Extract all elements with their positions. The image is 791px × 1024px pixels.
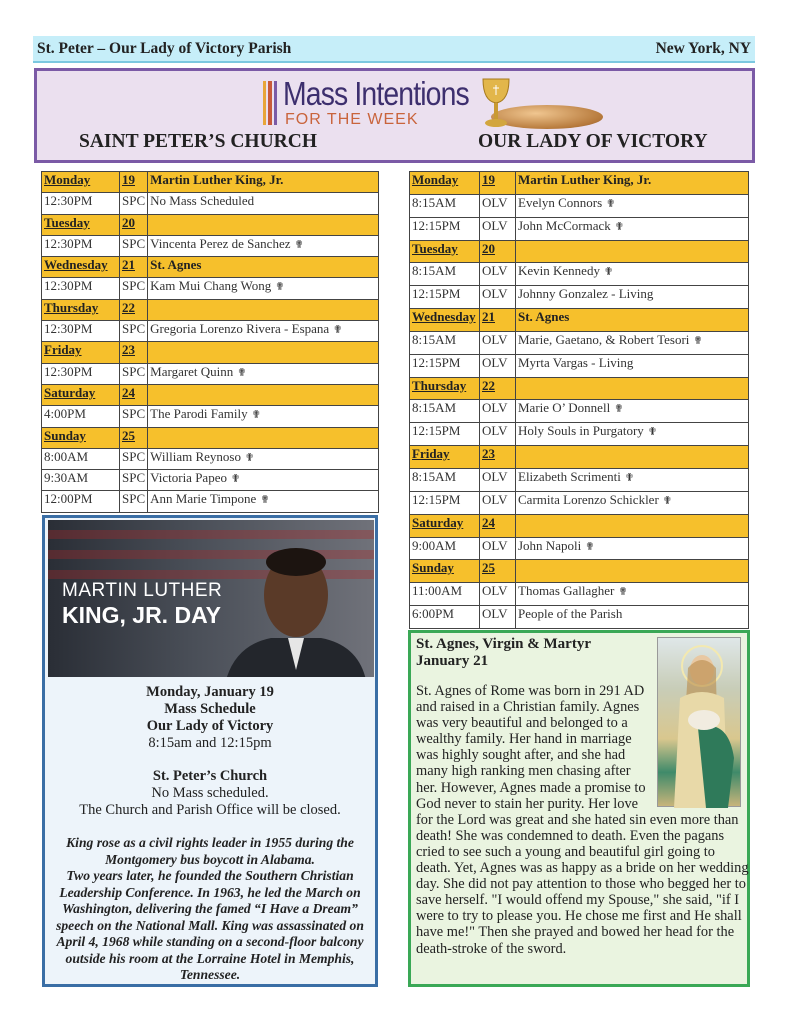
mass-schedule-label: Mass Schedule: [164, 701, 256, 717]
cross-icon: ✟: [647, 426, 658, 439]
mass-church: [480, 491, 516, 514]
mass-intention-text: John Napoli: [518, 537, 582, 553]
mass-row: [42, 193, 379, 214]
day-name: Monday: [42, 172, 120, 193]
mass-church-text: OLV: [482, 423, 508, 439]
mass-church-text: SPC: [122, 278, 146, 294]
mlk-day-notice: [42, 515, 378, 987]
mass-row: [410, 468, 749, 491]
mass-church-text: OLV: [482, 217, 508, 233]
day-name: Monday: [410, 172, 480, 195]
cross-icon: ✟: [260, 494, 270, 507]
cross-icon: ✟: [333, 324, 343, 337]
mass-church: [120, 321, 148, 342]
mass-time: [42, 470, 120, 491]
mass-intention: [516, 423, 749, 446]
mass-church: [480, 537, 516, 560]
mlk-image-title-line2: KING, JR. DAY: [62, 602, 221, 628]
mass-intentions-logo: [263, 77, 643, 133]
feast-name: [148, 342, 379, 363]
mass-time-text: 12:30PM: [44, 193, 93, 209]
day-name: Thursday: [410, 377, 480, 400]
mass-time: [42, 235, 120, 256]
logo-subtitle: FOR THE WEEK: [285, 111, 419, 128]
mass-church: [120, 278, 148, 299]
mass-intention: [516, 263, 749, 286]
cross-icon: ✟: [614, 220, 625, 233]
mass-time-text: 11:00AM: [412, 583, 463, 599]
mass-church-text: OLV: [482, 286, 508, 302]
mass-church: [480, 194, 516, 217]
mass-row: [410, 423, 749, 446]
mass-church: [120, 448, 148, 469]
feast-name: [516, 240, 749, 263]
day-date: 25: [120, 427, 148, 448]
day-name: Sunday: [42, 427, 120, 448]
day-date: 19: [120, 172, 148, 193]
mass-row: [42, 235, 379, 256]
mass-time: [410, 537, 480, 560]
feast-name: [148, 299, 379, 320]
logo-title: Mass Intentions: [283, 75, 469, 112]
parish-location: New York, NY: [655, 39, 751, 57]
mass-time: [410, 331, 480, 354]
day-name: Wednesday: [42, 257, 120, 278]
day-header-row: [42, 299, 379, 320]
mass-intention-text: Johnny Gonzalez - Living: [518, 286, 654, 302]
our-lady-of-victory-heading: OUR LADY OF VICTORY: [478, 131, 708, 152]
cross-icon: ✟: [585, 540, 595, 553]
cross-icon: ✟: [618, 586, 628, 599]
day-date: 22: [120, 299, 148, 320]
mass-row: [42, 278, 379, 299]
mass-time: [42, 448, 120, 469]
mass-time: [410, 286, 480, 309]
mass-intention: [516, 354, 749, 377]
mass-time: [410, 491, 480, 514]
mass-intention: [148, 321, 379, 342]
mass-intention: [148, 235, 379, 256]
mass-church: [120, 235, 148, 256]
mass-intention-text: Margaret Quinn: [150, 363, 234, 379]
mass-church-text: OLV: [482, 400, 508, 416]
mass-time-text: 12:30PM: [44, 363, 93, 379]
mass-time-text: 8:15AM: [412, 194, 457, 210]
mass-intention-text: No Mass Scheduled: [150, 193, 255, 209]
mass-intention-text: Myrta Vargas - Living: [518, 354, 634, 370]
mass-time: [410, 468, 480, 491]
feast-name: [516, 446, 749, 469]
mass-time: [42, 491, 120, 512]
mlk-day-image: [48, 520, 374, 677]
day-name: Sunday: [410, 560, 480, 583]
mass-row: [42, 406, 379, 427]
cross-icon: ✟: [251, 409, 261, 422]
mass-intention-text: People of the Parish: [518, 606, 623, 622]
day-header-row: [42, 342, 379, 363]
day-name: Tuesday: [42, 214, 120, 235]
feast-name: [516, 560, 749, 583]
mass-row: [42, 448, 379, 469]
day-date: 20: [120, 214, 148, 235]
day-header-row: [410, 560, 749, 583]
mass-church: [480, 331, 516, 354]
mass-church-text: SPC: [122, 448, 146, 464]
feast-name: [148, 214, 379, 235]
mass-church: [480, 286, 516, 309]
mass-church: [480, 583, 516, 606]
cross-icon: ✟: [693, 334, 703, 347]
mass-time: [410, 217, 480, 240]
mass-intention: [148, 193, 379, 214]
mass-time-text: 9:00AM: [412, 537, 457, 553]
st-agnes-date: January 21: [416, 653, 489, 669]
mass-intention-text: Victoria Papeo: [150, 470, 227, 486]
olv-times: 8:15am and 12:15pm: [148, 735, 272, 751]
office-closed-note: The Church and Parish Office will be closed.: [79, 802, 341, 818]
mass-church: [480, 423, 516, 446]
mlk-bio-2: Two years later, he founded the Southern Christian Leadership Conference. In 1963, he led the March on Washington, delivering the famed “I Have a Dream” speech on the National Mall. King was assassinated on April 4, 1968 while standing on a second-floor balcony outside his room at the Lorraine Hotel in Memphis, Tennessee.: [56, 868, 364, 982]
mlk-date: Monday, January 19: [146, 684, 274, 700]
day-name: Tuesday: [410, 240, 480, 263]
mass-intention-text: Vincenta Perez de Sanchez: [150, 235, 291, 251]
mass-intention-text: Gregoria Lorenzo Rivera - Espana: [150, 321, 330, 337]
mlk-bio-1: King rose as a civil rights leader in 1955 during the Montgomery bus boycott in Alabama.: [66, 835, 354, 867]
mass-intention-text: William Reynoso: [150, 448, 241, 464]
mass-row: [410, 537, 749, 560]
mlk-notice-text: [51, 684, 369, 984]
mass-time: [410, 400, 480, 423]
cross-icon: ✟: [230, 473, 241, 486]
feast-name: [148, 427, 379, 448]
mass-row: [410, 491, 749, 514]
mass-church: [480, 263, 516, 286]
mass-time-text: 8:15AM: [412, 400, 457, 416]
mass-time-text: 12:15PM: [412, 354, 461, 370]
mass-intention: [148, 406, 379, 427]
mass-intention-text: Elizabeth Scrimenti: [518, 468, 621, 484]
mass-time-text: 6:00PM: [412, 606, 454, 622]
day-name: Thursday: [42, 299, 120, 320]
cross-icon: ✟: [244, 451, 255, 464]
mass-intentions-banner: [34, 68, 755, 163]
mlk-portrait: [226, 540, 366, 677]
mass-time: [42, 363, 120, 384]
mass-time: [410, 194, 480, 217]
cross-icon: ✟: [237, 366, 247, 379]
mass-intention: [148, 491, 379, 512]
feast-name: Martin Luther King, Jr.: [148, 172, 379, 193]
mass-intention: [516, 217, 749, 240]
mass-intention-text: Holy Souls in Purgatory: [518, 423, 644, 439]
mass-church: [120, 491, 148, 512]
mass-intention: [516, 491, 749, 514]
mass-time-text: 12:15PM: [412, 286, 461, 302]
cross-icon: ✟: [603, 266, 614, 279]
spc-note: No Mass scheduled.: [151, 785, 269, 801]
mass-church: [120, 363, 148, 384]
mass-church-text: OLV: [482, 491, 508, 507]
st-agnes-story-text: St. Agnes of Rome was born in 291 AD and raised in a Christian family. Agnes was very beautiful and belonged to a wealthy family. Her hand in marriage was highly sought after, and she had many high ranking men chasing after her. However, Agnes made a promise to God never to stain her purity. Her love for the Lord was great and she hated sin even more than death! She was condemned to death. Even the pagans cried to see such a young and beautiful girl going to death. Yet, Agnes was as happy as a bride on her wedding day. She did not pay attention to those who begged her to save herself. "I would offend my Spouse," she said, "if I were to try to please you. He chose me first and He shall have me!" Then she prayed and bowed her head for the death-stroke of the sword.: [416, 683, 749, 957]
mass-time: [42, 278, 120, 299]
mass-intention: [516, 537, 749, 560]
mass-church-text: OLV: [482, 263, 508, 279]
mass-row: [42, 321, 379, 342]
mass-intention-text: The Parodi Family: [150, 406, 248, 422]
mass-church-text: SPC: [122, 235, 146, 251]
mass-intention-text: Kevin Kennedy: [518, 263, 600, 279]
mass-row: [410, 583, 749, 606]
mass-intention: [148, 363, 379, 384]
day-date: 22: [480, 377, 516, 400]
mass-time: [410, 263, 480, 286]
day-header-row: [42, 172, 379, 193]
mass-intention: [516, 583, 749, 606]
st-agnes-feature: [408, 630, 750, 987]
mass-row: [410, 331, 749, 354]
day-header-row: [410, 172, 749, 195]
day-date: 23: [120, 342, 148, 363]
mass-church: [480, 400, 516, 423]
mass-intention-text: Ann Marie Timpone: [150, 491, 257, 507]
parish-header-bar: [33, 36, 755, 63]
day-header-row: [410, 377, 749, 400]
mass-church: [120, 193, 148, 214]
mass-time: [410, 354, 480, 377]
feast-name: [516, 514, 749, 537]
mass-time-text: 12:30PM: [44, 278, 93, 294]
mass-intention: [148, 278, 379, 299]
day-header-row: [42, 214, 379, 235]
mass-church-text: OLV: [482, 583, 508, 599]
day-header-row: [42, 257, 379, 278]
mass-church: [480, 217, 516, 240]
mass-time-text: 8:15AM: [412, 263, 457, 279]
mass-intention: [516, 606, 749, 629]
day-header-row: [410, 446, 749, 469]
mass-intention-text: Evelyn Connors: [518, 194, 603, 210]
mass-intention: [148, 470, 379, 491]
day-name: Friday: [42, 342, 120, 363]
mass-time-text: 4:00PM: [44, 406, 86, 422]
day-date: 21: [480, 309, 516, 332]
mass-church: [480, 606, 516, 629]
mass-time: [410, 606, 480, 629]
saint-peters-heading: SAINT PETER’S CHURCH: [79, 131, 318, 152]
day-date: 20: [480, 240, 516, 263]
mass-intention-text: Thomas Gallagher: [518, 583, 615, 599]
st-agnes-heading: [416, 636, 591, 670]
mass-row: [410, 606, 749, 629]
mass-intention: [516, 286, 749, 309]
feast-name: St. Agnes: [516, 309, 749, 332]
day-name: Friday: [410, 446, 480, 469]
mass-church-text: SPC: [122, 321, 146, 337]
mass-intention-text: Marie, Gaetano, & Robert Tesori: [518, 331, 690, 347]
st-agnes-title: St. Agnes, Virgin & Martyr: [416, 636, 591, 652]
mass-time-text: 8:15AM: [412, 331, 457, 347]
mass-church-text: OLV: [482, 537, 508, 553]
mass-church-text: SPC: [122, 470, 146, 486]
day-name: Saturday: [410, 514, 480, 537]
mass-church-text: SPC: [122, 491, 146, 507]
day-header-row: [410, 240, 749, 263]
day-header-row: [410, 514, 749, 537]
mass-intention-text: Marie O’ Donnell: [518, 400, 611, 416]
feast-name: [516, 377, 749, 400]
mass-time-text: 12:15PM: [412, 217, 461, 233]
mass-row: [410, 194, 749, 217]
mass-church: [480, 468, 516, 491]
mass-intention-text: Carmita Lorenzo Schickler: [518, 491, 659, 507]
mass-intention: [516, 468, 749, 491]
feast-name: Martin Luther King, Jr.: [516, 172, 749, 195]
saint-peters-schedule-table: [41, 171, 379, 513]
day-date: 19: [480, 172, 516, 195]
feast-name: St. Agnes: [148, 257, 379, 278]
mass-church: [120, 406, 148, 427]
olv-label: Our Lady of Victory: [146, 718, 274, 734]
day-header-row: [42, 384, 379, 405]
mass-row: [410, 286, 749, 309]
mass-time-text: 8:00AM: [44, 448, 89, 464]
mass-row: [42, 470, 379, 491]
cross-icon: ✟: [275, 281, 285, 294]
mass-time: [410, 423, 480, 446]
mass-intention-text: John McCormack: [518, 217, 611, 233]
day-header-row: [42, 427, 379, 448]
mass-church-text: OLV: [482, 354, 508, 370]
mlk-image-title-line1: MARTIN LUTHER: [62, 580, 223, 601]
day-name: Wednesday: [410, 309, 480, 332]
mass-church: [120, 470, 148, 491]
mass-church-text: OLV: [482, 331, 508, 347]
cross-icon: ✟: [662, 494, 672, 507]
cross-icon: ✟: [606, 197, 616, 210]
mass-row: [410, 354, 749, 377]
cross-icon: ✟: [614, 403, 624, 416]
spc-label: St. Peter’s Church: [152, 768, 268, 784]
mass-row: [42, 363, 379, 384]
parish-name: St. Peter – Our Lady of Victory Parish: [37, 39, 292, 57]
mass-intention: [148, 448, 379, 469]
mass-row: [410, 217, 749, 240]
our-lady-of-victory-schedule-table: [409, 171, 749, 629]
mass-row: [410, 400, 749, 423]
mass-church-text: SPC: [122, 193, 146, 209]
day-date: 24: [120, 384, 148, 405]
mass-time: [410, 583, 480, 606]
mass-time-text: 12:00PM: [44, 491, 93, 507]
day-header-row: [410, 309, 749, 332]
mass-time-text: 12:30PM: [44, 321, 93, 337]
mass-time-text: 12:30PM: [44, 235, 93, 251]
logo-bars-icon: [263, 81, 277, 125]
mass-time: [42, 321, 120, 342]
mass-intention: [516, 400, 749, 423]
day-name: Saturday: [42, 384, 120, 405]
st-agnes-story: [416, 683, 750, 957]
mass-church-text: OLV: [482, 468, 508, 484]
mass-time-text: 12:15PM: [412, 423, 461, 439]
day-date: 24: [480, 514, 516, 537]
mass-time: [42, 193, 120, 214]
mass-time-text: 12:15PM: [412, 491, 461, 507]
mass-row: [42, 491, 379, 512]
cross-icon: ✟: [294, 238, 304, 251]
mass-intention: [516, 194, 749, 217]
mass-church: [480, 354, 516, 377]
mass-row: [410, 263, 749, 286]
cross-icon: ✟: [624, 471, 635, 484]
day-date: 25: [480, 560, 516, 583]
day-date: 21: [120, 257, 148, 278]
mass-church-text: SPC: [122, 406, 146, 422]
day-date: 23: [480, 446, 516, 469]
mass-church-text: OLV: [482, 606, 508, 622]
mass-intention-text: Kam Mui Chang Wong: [150, 278, 272, 294]
mass-intention: [516, 331, 749, 354]
mass-church-text: SPC: [122, 363, 146, 379]
feast-name: [148, 384, 379, 405]
mass-time-text: 8:15AM: [412, 468, 457, 484]
mass-time-text: 9:30AM: [44, 470, 89, 486]
chalice-icon: [481, 77, 511, 129]
mass-time: [42, 406, 120, 427]
mass-church-text: OLV: [482, 194, 508, 210]
